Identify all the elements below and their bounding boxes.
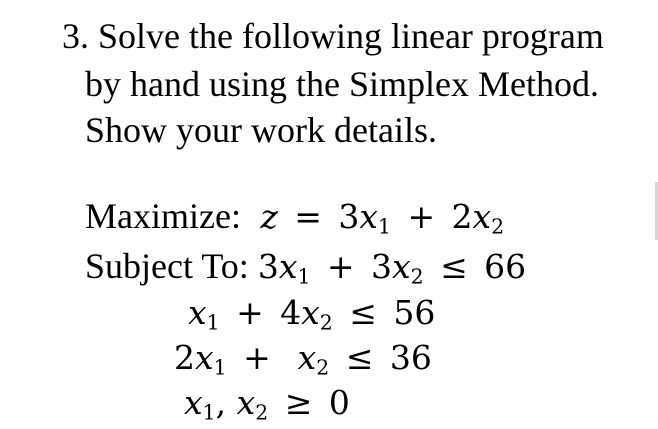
constraint-1 bbox=[85, 248, 526, 287]
c2-var-1: x bbox=[188, 293, 207, 332]
c2-var-2: x bbox=[301, 293, 320, 332]
equals-sign: = bbox=[294, 197, 322, 236]
c3-op: + bbox=[243, 338, 271, 377]
constraint-nonnegativity bbox=[184, 383, 350, 425]
c1-op: + bbox=[326, 247, 355, 286]
objective-function bbox=[85, 198, 504, 237]
objective-coef-2: 2 bbox=[451, 197, 473, 236]
c3-rhs: 36 bbox=[389, 338, 432, 377]
problem-line-3: Show your work details. bbox=[85, 110, 437, 150]
objective-expression bbox=[250, 197, 505, 239]
c1-coef-2: 3 bbox=[370, 247, 392, 286]
constraints-label: Subject To: bbox=[85, 246, 249, 286]
c1-rhs: 66 bbox=[484, 247, 527, 286]
c1-sub-2: 2 bbox=[410, 264, 424, 289]
objective-variable: z bbox=[260, 197, 278, 236]
objective-coef-1: 3 bbox=[338, 197, 360, 236]
objective-var-1: x bbox=[359, 197, 378, 236]
c4-var-1: x bbox=[184, 383, 203, 422]
c1-var-1: x bbox=[278, 247, 298, 286]
constraint-3 bbox=[174, 338, 432, 380]
c1-coef-1: 3 bbox=[257, 247, 279, 286]
objective-sub-2: 2 bbox=[491, 214, 505, 239]
objective-sub-1: 1 bbox=[378, 214, 392, 239]
c3-relation: ≤ bbox=[345, 338, 374, 377]
c3-coef-1: 2 bbox=[174, 338, 195, 377]
c3-sub-2: 2 bbox=[316, 355, 330, 380]
c2-rhs: 56 bbox=[393, 293, 436, 332]
c3-sub-1: 1 bbox=[213, 355, 227, 380]
c2-coef-2: 4 bbox=[280, 293, 302, 332]
c2-sub-2: 2 bbox=[319, 310, 333, 335]
c1-relation: ≤ bbox=[440, 247, 468, 286]
c2-sub-1: 1 bbox=[206, 310, 220, 335]
problem-line-1: 3. Solve the following linear program bbox=[62, 16, 604, 56]
objective-var-2: x bbox=[472, 197, 492, 236]
c2-op: + bbox=[236, 293, 264, 332]
c1-var-2: x bbox=[391, 247, 411, 286]
c4-var-2: x bbox=[236, 383, 256, 422]
c4-sub-1: 1 bbox=[202, 400, 216, 425]
c3-var-2: x bbox=[297, 338, 317, 377]
c4-rhs: 0 bbox=[328, 383, 350, 422]
c4-separator: , bbox=[215, 383, 227, 422]
c2-relation: ≤ bbox=[349, 293, 377, 332]
constraint-1-expression bbox=[257, 247, 527, 289]
c1-sub-1: 1 bbox=[297, 264, 311, 289]
constraint-2 bbox=[188, 293, 436, 335]
c4-relation: ≥ bbox=[284, 383, 313, 422]
plus-sign: + bbox=[407, 197, 436, 236]
c4-sub-2: 2 bbox=[255, 400, 269, 425]
problem-line-2: by hand using the Simplex Method. bbox=[85, 64, 599, 104]
c3-var-1: x bbox=[195, 338, 214, 377]
objective-label: Maximize: bbox=[85, 196, 241, 236]
